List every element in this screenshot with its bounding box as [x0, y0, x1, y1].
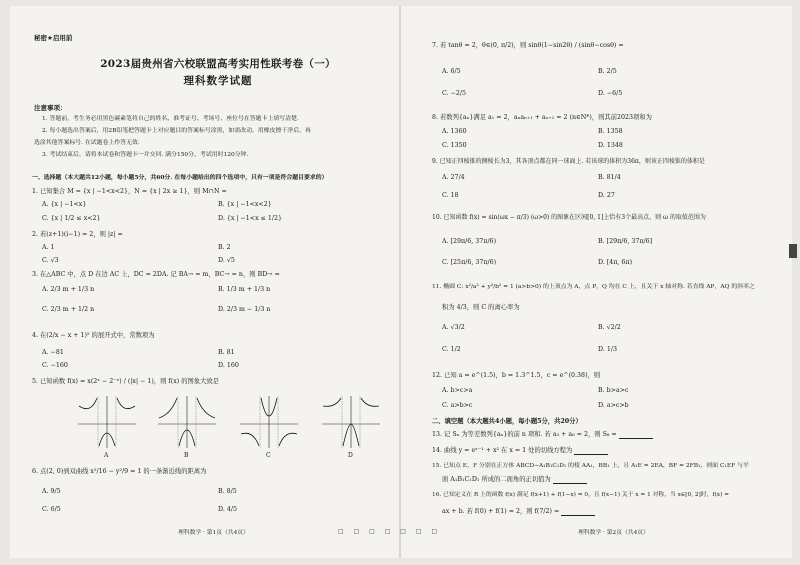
- option-b: B. 1/3 m + 1/3 n: [218, 286, 271, 293]
- question-11-cont: 积为 4/3，则 C 的离心率为: [442, 304, 520, 311]
- question-12: 12. 已知 a = e^(1.5)，b = 1.3^1.5，c = e^(0.38)，则: [432, 372, 601, 379]
- option-c: C. 6/5: [42, 506, 61, 513]
- option-a: A. {x | −1<x}: [42, 201, 87, 208]
- option-c: C. [25π/6, 37π/6): [442, 259, 497, 266]
- option-b: B. 81: [218, 349, 235, 356]
- notes-heading: 注意事项：: [34, 104, 67, 112]
- option-c: C. 1350: [442, 142, 467, 149]
- graph-option-c: [238, 394, 300, 449]
- option-c: C. a>b>c: [442, 402, 473, 409]
- question-14-text: 14. 曲线 y = eˣ⁻¹ + x² 在 x = 1 处的切线方程为: [432, 447, 573, 454]
- option-d: D. 1348: [598, 142, 623, 149]
- note-item: 2. 每小题选出答案后，用2B铅笔把答题卡上对应题目的答案标号涂黑，如需改动，用橡皮擦干净后，再: [42, 128, 311, 134]
- secret-label: 秘密★启用前: [34, 34, 73, 42]
- option-b: B. b>a>c: [598, 387, 629, 394]
- note-item: 3. 考试结束后，请将本试卷和答题卡一并交回. 满分150分，考试用时120分钟.: [42, 152, 249, 158]
- answer-blank: [574, 448, 608, 455]
- option-a: A. 1360: [442, 128, 467, 135]
- option-c: C. 1/2: [442, 346, 461, 353]
- option-b: B. 8/5: [218, 488, 237, 495]
- question-16-cont: [442, 508, 800, 516]
- option-b: B. 1358: [598, 128, 623, 135]
- option-a: A. 1: [42, 244, 55, 251]
- page-fold: [399, 6, 401, 558]
- question-3: 3. 在△ABC 中，点 D 在边 AC 上，DC = 2DA. 记 BA→ = m，BC→ = n，则 BD→ =: [32, 271, 280, 278]
- option-b: B. 2/5: [598, 68, 617, 75]
- option-a: A. 6/5: [442, 68, 461, 75]
- question-2: 2. 若(z+1)(i−1) = 2，则 |z| =: [32, 231, 123, 238]
- question-4: 4. 在(2/x − x + 1)⁵ 的展开式中，常数项为: [32, 332, 155, 339]
- question-1: 1. 已知集合 M = {x | −1<x<2}，N = {x | 2x ≥ 1}，则 M∩N =: [32, 188, 227, 195]
- question-9: 9. 已知正四棱锥的侧棱长为3，其各顶点都在同一球面上. 若该球的体积为36π，则该正四棱锥的体积是: [432, 158, 705, 165]
- option-d: D. 160: [218, 362, 239, 369]
- note-item: 选涂其他答案标号. 在试题卷上作答无效.: [34, 140, 140, 146]
- question-13-text: 13. 记 Sₙ 为等差数列{aₙ}的前 n 项和. 若 a₃ + a₆ = 2，则 S₈ =: [432, 431, 617, 438]
- option-b: B. [29π/6, 37π/6]: [598, 238, 653, 245]
- option-c: C. −2/5: [442, 90, 467, 97]
- section-choice-heading: 一、选择题（本大题共12小题，每小题5分，共60分. 在每小题给出的四个选项中，只有一项是符合题目要求的）: [32, 174, 328, 181]
- exam-subtitle: 理科数学试题: [183, 75, 253, 87]
- page-footer-left: 理科数学 · 第1页（共4页）: [178, 530, 249, 536]
- answer-blank: [619, 432, 653, 439]
- option-c: C. 2/3 m + 1/2 n: [42, 306, 95, 313]
- question-14: [432, 447, 794, 455]
- answer-blank: [561, 509, 595, 516]
- option-b: B. 2: [218, 244, 231, 251]
- exam-sheet: [10, 6, 792, 558]
- question-16-text: ax + b. 若 f(0) + f(1) = 2，则 f(7/2) =: [442, 508, 560, 515]
- graph-label-c: C: [266, 452, 271, 459]
- option-a: A. √3/2: [442, 324, 465, 331]
- option-a: A. 2/3 m + 1/3 n: [42, 286, 95, 293]
- option-a: A. 9/5: [42, 488, 61, 495]
- option-c: C. −160: [42, 362, 68, 369]
- question-13: [432, 431, 794, 439]
- option-c: C. √3: [42, 257, 59, 264]
- option-d: D. {x | −1<x ≤ 1/2}: [218, 215, 283, 222]
- section-fill-heading: 二、填空题（本大题共4小题，每小题5分，共20分）: [432, 418, 582, 425]
- option-d: D. √5: [218, 257, 235, 264]
- question-6: 6. 点(2, 0)到双曲线 x²/16 − y²/9 = 1 的一条渐近线的距离为: [32, 468, 207, 475]
- question-15-cont: [442, 476, 800, 484]
- option-d: D. 4/5: [218, 506, 237, 513]
- option-d: D. [4π, 6π): [598, 259, 633, 266]
- question-10: 10. 已知函数 f(x) = sin(ωx − π/3) (ω>0) 的图象在区间[0, 1]上恰有3个最高点，则 ω 的取值范围为: [432, 214, 706, 221]
- graph-option-a: [76, 394, 138, 449]
- question-8: 8. 若数列{aₙ}满足 a₁ = 2，aₙaₙ₊₁ + aₙ₊₁ = 2 (n∈N*)，则其前2023项和为: [432, 114, 652, 121]
- option-a: A. −81: [42, 349, 64, 356]
- option-d: D. 1/3: [598, 346, 617, 353]
- note-item: 1. 答题前，考生务必用黑色碳素笔将自己的姓名、准考证号、考场号、座位号在答题卡上填写清楚.: [42, 116, 299, 122]
- option-d: D. 27: [598, 192, 615, 199]
- option-d: D. −6/5: [598, 90, 623, 97]
- option-b: B. √2/2: [598, 324, 621, 331]
- option-a: A. 27/4: [442, 174, 465, 181]
- left-page: [28, 6, 393, 558]
- page-edge-tab: [789, 244, 797, 258]
- option-b: B. {x | −1<x<2}: [218, 201, 272, 208]
- exam-title: 2023届贵州省六校联盟高考实用性联考卷（一）: [100, 58, 336, 70]
- option-b: B. 81/4: [598, 174, 621, 181]
- question-5: 5. 已知函数 f(x) = x(2ˣ − 2⁻ˣ) / (|x| − 1)，则 f(x) 的图象大致是: [32, 378, 219, 385]
- question-16: 16. 已知定义在 R 上的函数 f(x) 满足 f(x+1) + f(1−x) = 0，且 f(x−1) 关于 x = 1 对称，当 x∈[0, 2]时，f(x) =: [432, 492, 730, 498]
- graph-label-b: B: [184, 452, 189, 459]
- option-d: D. 2/3 m − 1/3 n: [218, 306, 271, 313]
- question-7: 7. 若 tanθ = 2，θ∈(0, π/2)，则 sinθ(1−sin2θ) / (sinθ−cosθ) =: [432, 42, 624, 49]
- option-c: C. 18: [442, 192, 459, 199]
- right-page: [428, 6, 790, 558]
- question-15: 15. 已知点 E，F 分别在正方体 ABCD−A₁B₁C₁D₁ 的棱 AA₁，BB₁ 上，且 A₁E = 2EA，BF = 2FB₁，则面 C₁EF 与平: [432, 463, 749, 469]
- graph-option-b: [156, 394, 218, 449]
- answer-blank: [553, 477, 587, 484]
- graph-label-d: D: [348, 452, 353, 459]
- option-c: C. {x | 1/2 ≤ x<2}: [42, 215, 101, 222]
- question-15-text: 面 A₁B₁C₁D₁ 所成的二面角的正切值为: [442, 476, 551, 483]
- graph-option-d: [320, 394, 382, 449]
- page-footer-right: 理科数学 · 第2页（共4页）: [578, 530, 649, 536]
- option-a: A. b>c>a: [442, 387, 473, 394]
- option-a: A. [29π/6, 37π/6): [442, 238, 497, 245]
- question-11: 11. 椭圆 C: x²/a² + y²/b² = 1 (a>b>0) 的上顶点为 A，点 P，Q 均在 C 上，且关于 x 轴对称. 若直线 AP，AQ 的斜率之: [432, 284, 755, 290]
- option-d: D. a>c>b: [598, 402, 629, 409]
- page-markers: □ □ □ □ □ □ □: [338, 528, 442, 535]
- graph-label-a: A: [104, 452, 109, 459]
